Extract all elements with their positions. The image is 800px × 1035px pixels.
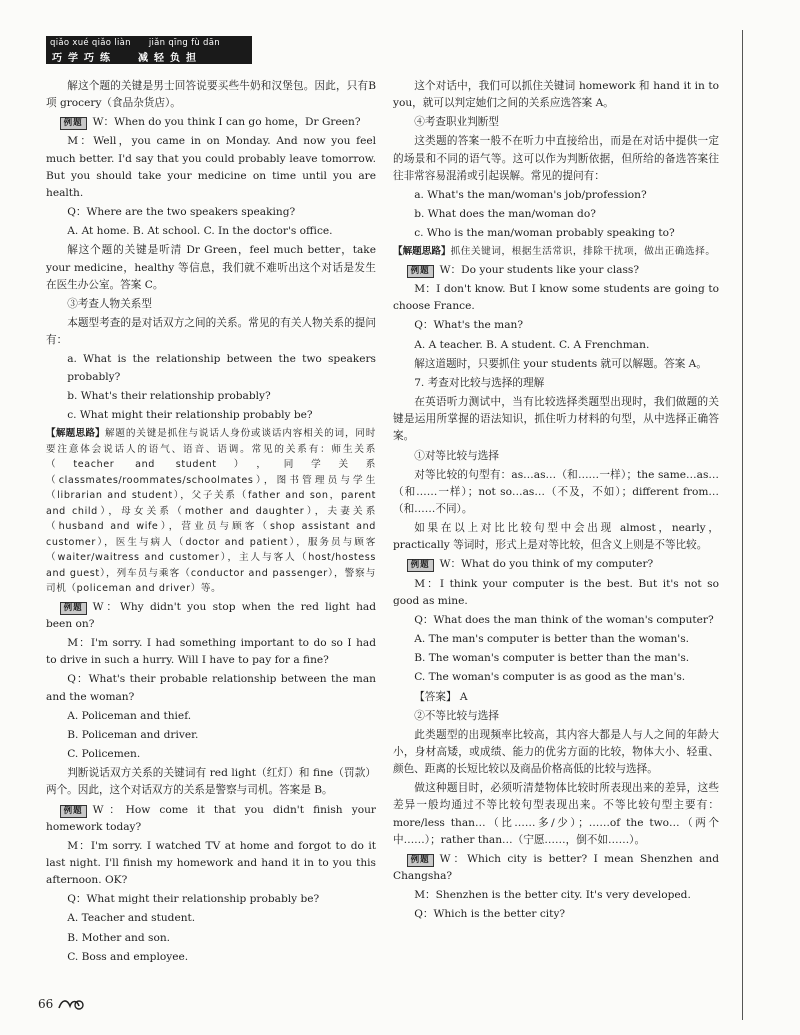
text-paragraph: ②不等比较与选择 [414, 709, 499, 722]
option-line: B. Mother and son. [67, 931, 171, 944]
option-line: B. The woman's computer is better than the man's. [414, 652, 690, 665]
text-paragraph: M：I'm sorry. I watched TV at home and forgot to do it last night. I'll finish my homework and hand it in to you this afternoon. OK? [46, 839, 376, 887]
example-paragraph [393, 262, 719, 279]
header-pinyin-2: jiǎn qīng fù dān [148, 38, 220, 48]
example-paragraph [46, 114, 376, 131]
example-paragraph [393, 851, 719, 885]
tip-label: 【解题思路】 [393, 246, 451, 258]
text-paragraph: 本题型考查的是对话双方之间的关系。常见的有关人物关系的提问有： [46, 317, 376, 347]
page-ornament-icon [57, 996, 85, 1012]
example-text: W：Which city is better? I mean Shenzhen and Changsha? [393, 852, 719, 883]
text-paragraph: M：I don't know. But I know some students are going to choose France. [393, 283, 719, 313]
option-line: b. What does the man/woman do? [414, 208, 596, 221]
text-paragraph: M：I'm sorry. I had something important to do so I had to drive in such a hurry. Will I have to pay for a fine? [46, 637, 376, 667]
text-paragraph: M：I think your computer is the best. But it's not so good as mine. [393, 577, 719, 607]
option-line: c. What might their relationship probably be? [67, 408, 313, 421]
text-paragraph: 这类题的答案一般不在听力中直接给出，而是在对话中提供一定的场景和不同的语气等。这可以作为判断依据，但所给的备选答案往往非常容易混淆或引起误解。常见的提问有： [393, 135, 719, 182]
option-line: c. Who is the man/woman probably speaking to? [414, 227, 675, 240]
solution-tip [393, 244, 719, 260]
text-paragraph: 如果在以上对比比较句型中会出现 almost，nearly，practically 等词时，形式上是对等比较，但含义上则是不等比较。 [393, 522, 719, 552]
tip-text: 解题的关键是抓住与说话人身份或谈话内容相关的词，同时要注意体会说话人的语气、语音、语调。常见的关系有：师生关系（teacher and student），同学关系（classmates/roommates/schoolmates），图书管理员与学生（librarian and student），父子关系（father and son，parent and child），母女关系（mother and daughter），夫妻关系（husband and wife），营业员与顾客（shop assistant and customer），医生与病人（doctor and patient），服务员与顾客（waiter/waitress and customer），主人与客人（host/hostess and guest），列车员与乘客（conductor and passenger），警察与司机（policeman and driver）等。 [46, 427, 376, 595]
right-column [393, 78, 719, 926]
text-paragraph: ④考查职业判断型 [414, 116, 499, 129]
example-paragraph [46, 802, 376, 836]
option-line: A. Teacher and student. [67, 912, 196, 925]
text-paragraph: 判断说话双方关系的关键词有 red light（红灯）和 fine（罚款）两个。因此，这个对话双方的关系是警察与司机。答案是 B。 [46, 767, 376, 797]
tip-text: 抓住关键词，根据生活常识，排除干扰项，做出正确选择。 [450, 246, 716, 258]
example-text: W：When do you think I can go home，Dr Green? [92, 116, 361, 129]
text-paragraph: 解这个题的关键是听清 Dr Green，feel much better，take your medicine，healthy 等信息，我们就不难听出这个对话是发生在医生办公室。答案 C。 [46, 244, 376, 291]
text-paragraph: ③考查人物关系型 [67, 297, 152, 310]
page-edge-line [742, 30, 743, 1020]
option-line: a. What's the man/woman's job/profession? [414, 188, 647, 201]
example-label: 例题 [407, 559, 434, 572]
header-title-1: 巧学巧练 [52, 53, 116, 64]
option-line: A. Policeman and thief. [67, 709, 192, 722]
text-paragraph: A. At home. B. At school. C. In the doctor's office. [67, 225, 333, 238]
left-column [46, 78, 376, 968]
text-paragraph: Q：What might their relationship probably be? [67, 893, 320, 906]
header-title-2: 减轻负担 [138, 53, 202, 64]
text-paragraph: 对等比较的句型有：as…as…（和……一样）；the same…as…（和……一样）；not so…as…（不及，不如）；different from…（和……不同）。 [393, 468, 719, 515]
example-label: 例题 [60, 602, 87, 615]
text-paragraph: M：Well，you came in on Monday. And now you feel much better. I'd say that you could probably leave tomorrow. But you should take your medicine on time until you are health. [46, 135, 376, 199]
example-paragraph [46, 599, 376, 633]
example-text: W：Why didn't you stop when the red light had been on? [46, 600, 376, 630]
text-paragraph: 此类题型的出现频率比较高，其内容大都是人与人之间的年龄大小，身材高矮，或成绩、能力的优劣方面的比较，物体大小、轻重、颜色、距离的长短比较以及商品价格高低的比较与选择。 [393, 728, 719, 776]
section-header [46, 36, 252, 64]
page-footer [38, 996, 85, 1012]
example-label: 例题 [407, 854, 434, 867]
option-line: b. What's their relationship probably? [67, 389, 271, 402]
option-line: C. Policemen. [67, 748, 141, 761]
text-paragraph: Q：What's the man? [414, 319, 524, 332]
text-paragraph: M：Shenzhen is the better city. It's very developed. [414, 889, 691, 902]
solution-tip [46, 426, 376, 597]
text-paragraph: Q：Which is the better city? [414, 908, 566, 921]
example-text: W：How come it that you didn't finish your homework today? [46, 803, 376, 833]
text-paragraph: 解这道题时，只要抓住 your students 就可以解题。答案 A。 [414, 357, 707, 370]
option-line: a. What is the relationship between the two speakers probably? [67, 353, 376, 383]
example-text: W：What do you think of my computer? [439, 558, 654, 571]
text-paragraph: ①对等比较与选择 [414, 449, 499, 462]
text-paragraph: Q：What's their probable relationship between the man and the woman? [46, 673, 376, 703]
text-paragraph: 做这种题目时，必须听清楚物体比较时所表现出来的差异，这些差异一般均通过不等比较句型表现出来。不等比较句型主要有：more/less than…（比……多/少）；……of the two…（两个中……）；rather than…（宁愿……，倒不如……）。 [393, 782, 719, 846]
example-text: W：Do your students like your class? [439, 263, 640, 276]
option-line: C. The woman's computer is as good as the man's. [414, 671, 686, 684]
text-paragraph: 在英语听力测试中，当有比较选择类题型出现时，我们做题的关键是运用所掌握的语法知识，抓住听力材料的句型，从中选择正确答案。 [393, 396, 719, 443]
example-label: 例题 [60, 117, 87, 130]
example-label: 例题 [407, 265, 434, 278]
option-line: B. Policeman and driver. [67, 728, 199, 741]
page-number: 66 [38, 997, 54, 1011]
text-paragraph: Q：Where are the two speakers speaking? [67, 206, 296, 219]
example-paragraph [393, 556, 719, 573]
text-paragraph: 7. 考查对比较与选择的理解 [414, 376, 545, 389]
text-paragraph: A. A teacher. B. A student. C. A Frenchman. [414, 338, 650, 351]
header-pinyin-1: qiǎo xué qiǎo liàn [50, 38, 131, 48]
example-label: 例题 [60, 805, 87, 818]
tip-label: 【解题思路】 [46, 427, 105, 439]
text-paragraph: Q：What does the man think of the woman's computer? [414, 613, 714, 626]
text-paragraph: 这个对话中，我们可以抓住关键词 homework 和 hand it in to you，就可以判定她们之间的关系应选答案 A。 [393, 80, 719, 110]
text-paragraph: 【答案】 A [414, 690, 468, 703]
option-line: A. The man's computer is better than the woman's. [414, 633, 690, 646]
option-line: C. Boss and employee. [67, 950, 189, 963]
text-paragraph: 解这个题的关键是男士回答说要买些牛奶和汉堡包。因此，只有B项 grocery（食品杂货店）。 [46, 80, 376, 110]
